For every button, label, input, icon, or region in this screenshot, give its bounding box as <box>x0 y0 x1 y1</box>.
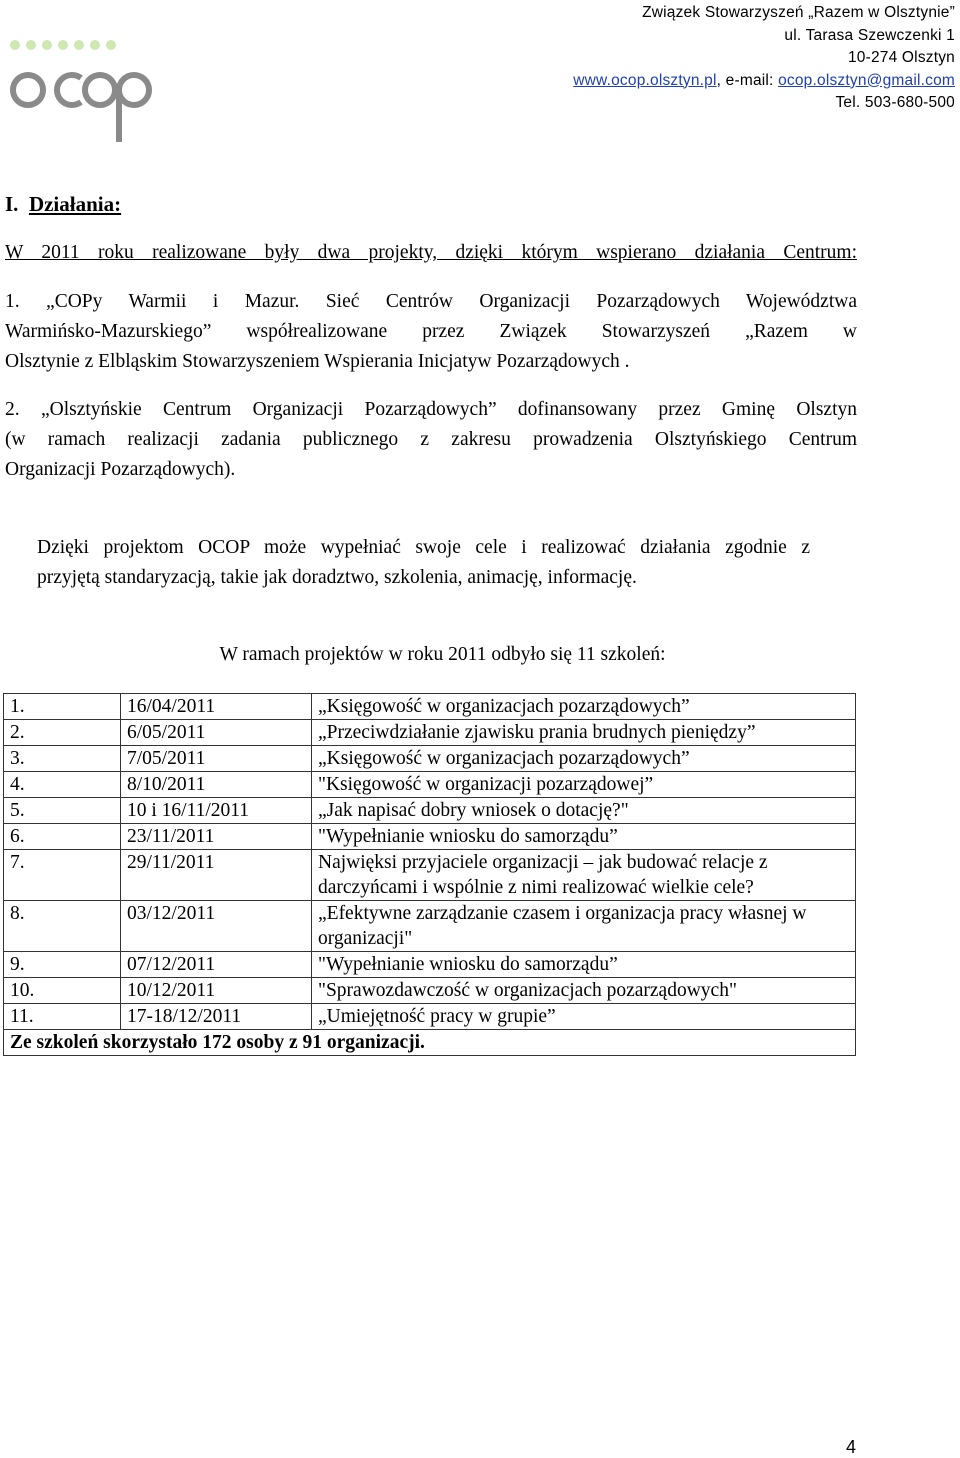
training-number: 7. <box>4 850 121 901</box>
email-link[interactable]: ocop.olsztyn@gmail.com <box>778 71 955 89</box>
training-date: 23/11/2011 <box>121 824 312 850</box>
training-date: 10/12/2011 <box>121 978 312 1004</box>
training-title: „Przeciwdziałanie zjawisku prania brudnych pieniędzy” <box>312 720 856 746</box>
training-date: 16/04/2011 <box>121 694 312 720</box>
trainings-intro: W ramach projektów w roku 2011 odbyło się 11 szkoleń: <box>219 644 666 665</box>
project-2-line: 2. „Olsztyńskie Centrum Organizacji Pozarządowych” dofinansowany przez Gminę Olsztyn <box>5 399 857 420</box>
training-date: 7/05/2011 <box>121 746 312 772</box>
letterhead-contact <box>573 2 955 115</box>
table-row <box>4 850 856 901</box>
project-1-line: 1. „COPy Warmii i Mazur. Sieć Centrów Organizacji Pozarządowych Województwa <box>5 291 857 312</box>
project-1-line: Warmińsko-Mazurskiego” współrealizowane przez Związek Stowarzyszeń „Razem w <box>5 321 857 342</box>
ocop-logo <box>6 38 156 146</box>
training-title: "Księgowość w organizacji pozarządowej” <box>312 772 856 798</box>
training-date: 07/12/2011 <box>121 952 312 978</box>
training-title: "Wypełnianie wniosku do samorządu” <box>312 952 856 978</box>
training-number: 5. <box>4 798 121 824</box>
training-number: 10. <box>4 978 121 1004</box>
training-number: 9. <box>4 952 121 978</box>
section-title: Działania: <box>28 192 122 216</box>
training-number: 11. <box>4 1004 121 1030</box>
web-contact <box>573 70 955 93</box>
section-number: I. <box>5 192 19 216</box>
table-row <box>4 952 856 978</box>
project-1-line: Olsztynie z Elbląskim Stowarzyszeniem Wspierania Inicjatyw Pozarządowych . <box>5 351 630 372</box>
trainings-table-body <box>4 694 856 1030</box>
street-address: ul. Tarasa Szewczenki 1 <box>784 26 955 44</box>
project-1-paragraph <box>5 287 857 377</box>
training-date: 6/05/2011 <box>121 720 312 746</box>
phone: Tel. 503-680-500 <box>835 94 955 111</box>
table-row <box>4 798 856 824</box>
table-row <box>4 694 856 720</box>
page-number: 4 <box>845 1437 856 1457</box>
training-number: 4. <box>4 772 121 798</box>
training-number: 8. <box>4 901 121 952</box>
website-link[interactable]: www.ocop.olsztyn.pl <box>573 71 717 89</box>
table-row <box>4 772 856 798</box>
summary-line: przyjętą standaryzacją, takie jak doradztwo, szkolenia, animację, informację. <box>37 567 637 588</box>
intro-text: W 2011 roku realizowane były dwa projekty, dzięki którym wspierano działania Centrum: <box>5 242 857 263</box>
trainings-summary-row <box>4 1030 856 1056</box>
logo-letters <box>13 75 149 142</box>
table-row <box>4 824 856 850</box>
email-label: , e-mail: <box>716 71 779 89</box>
project-2-line: Organizacji Pozarządowych). <box>5 459 236 480</box>
project-2-line: (w ramach realizacji zadania publicznego z zakresu prowadzenia Olsztyńskiego Centrum <box>5 429 857 450</box>
training-title: „Księgowość w organizacjach pozarządowych” <box>312 746 856 772</box>
org-name: Związek Stowarzyszeń „Razem w Olsztynie” <box>642 4 955 21</box>
summary-paragraph <box>37 533 810 593</box>
section-heading <box>5 192 121 217</box>
training-title: Najwięksi przyjaciele organizacji – jak budować relacje z darczyńcami i wspólnie z nimi realizować wielkie cele? <box>312 850 856 901</box>
table-row <box>4 746 856 772</box>
training-date: 10 i 16/11/2011 <box>121 798 312 824</box>
table-row <box>4 978 856 1004</box>
training-date: 8/10/2011 <box>121 772 312 798</box>
training-number: 6. <box>4 824 121 850</box>
table-row <box>4 1004 856 1030</box>
training-date: 17-18/12/2011 <box>121 1004 312 1030</box>
table-row <box>4 901 856 952</box>
trainings-table <box>3 693 856 1056</box>
training-number: 3. <box>4 746 121 772</box>
training-number: 1. <box>4 694 121 720</box>
training-date: 29/11/2011 <box>121 850 312 901</box>
training-title: "Wypełnianie wniosku do samorządu” <box>312 824 856 850</box>
logo-dots <box>10 40 116 50</box>
trainings-summary: Ze szkoleń skorzystało 172 osoby z 91 organizacji. <box>4 1030 856 1056</box>
training-title: "Sprawozdawczość w organizacjach pozarządowych" <box>312 978 856 1004</box>
training-title: „Umiejętność pracy w grupie” <box>312 1004 856 1030</box>
training-number: 2. <box>4 720 121 746</box>
training-title: „Księgowość w organizacjach pozarządowych” <box>312 694 856 720</box>
intro-paragraph <box>5 238 857 268</box>
training-title: „Jak napisać dobry wniosek o dotację?" <box>312 798 856 824</box>
training-title: „Efektywne zarządzanie czasem i organizacja pracy własnej w organizacji" <box>312 901 856 952</box>
table-row <box>4 720 856 746</box>
summary-line: Dzięki projektom OCOP może wypełniać swoje cele i realizować działania zgodnie z <box>37 537 810 558</box>
training-date: 03/12/2011 <box>121 901 312 952</box>
project-2-paragraph <box>5 395 857 485</box>
city-address: 10-274 Olsztyn <box>847 49 955 66</box>
